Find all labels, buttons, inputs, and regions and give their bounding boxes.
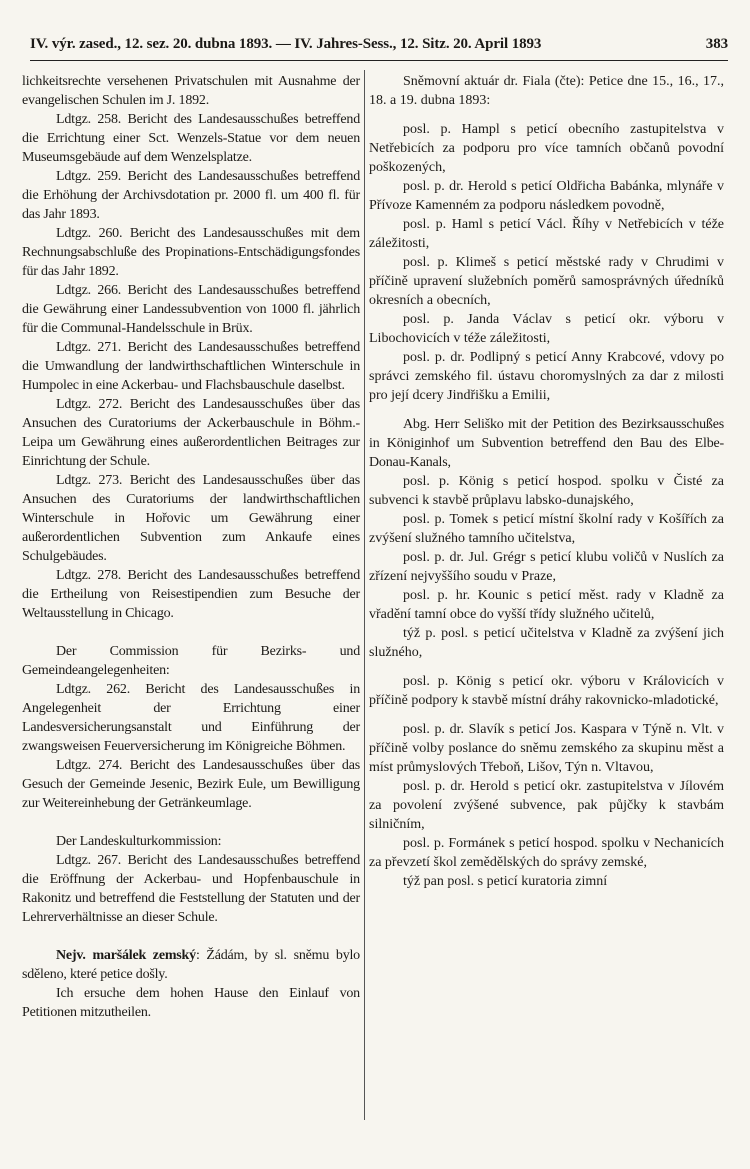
page-header [30, 36, 728, 53]
speaker-paragraph [22, 946, 360, 984]
paragraph: Sněmovní aktuár dr. Fiala (čte): Petice dne 15., 16., 17., 18. a 19. dubna 1893: [369, 74, 724, 108]
paragraph: posl. p. Haml s peticí Václ. Říhy v Netřebicích v téže záležitosti, [369, 217, 724, 251]
left-column [22, 72, 360, 1022]
paragraph: posl. p. Janda Václav s peticí okr. výboru v Libochovicích v téže záležitosti, [369, 312, 724, 346]
paragraph: lichkeitsrechte versehenen Privatschulen mit Ausnahme der evangelischen Schulen im J. 1892. [22, 74, 360, 108]
paragraph: posl. p. Hampl s peticí obecního zastupitelstva v Netřebicích za podporu pro více tamních občanů povodní poškozených, [369, 122, 724, 175]
spacer [369, 662, 724, 672]
paragraph: Ldtgz. 266. Bericht des Landesausschußes betreffend die Gewährung einer Landessubvention von 1000 fl. jährlich für die Communal-Handelsschule in Brüx. [22, 283, 360, 336]
paragraph: Ich ersuche dem hohen Hause den Einlauf von Petitionen mitzutheilen. [22, 986, 360, 1020]
page-number: 383 [705, 36, 728, 52]
spacer [369, 710, 724, 720]
paragraph: Ldtgz. 274. Bericht des Landesausschußes über das Gesuch der Gemeinde Jesenic, Bezirk Eule, um Bewilligung zur Weitereinhebung der Getränkeumlage. [22, 758, 360, 811]
spacer [22, 623, 360, 642]
paragraph: posl. p. dr. Jul. Grégr s peticí klubu voličů v Nuslích za zřízení nejvyššího soudu v Praze, [369, 550, 724, 584]
paragraph: Ldtgz. 260. Bericht des Landesausschußes mit dem Rechnungsabschluße des Propinations-Entschädigungsfondes für das Jahr 1892. [22, 226, 360, 279]
paragraph: Ldtgz. 271. Bericht des Landesausschußes betreffend die Umwandlung der landwirthschaftlichen Winterschule in Humpolec in eine Ackerbau- und Flachsbauschule daselbst. [22, 340, 360, 393]
spacer [22, 813, 360, 832]
paragraph: Ldtgz. 272. Bericht des Landesausschußes über das Ansuchen des Curatoriums der Ackerbauschule in Böhm.-Leipa um Gewährung eines außerordentlichen Beitrages zur Einrichtung der Schule. [22, 397, 360, 469]
paragraph: posl. p. Klimeš s peticí městské rady v Chrudimi v příčině upravení služebních poměrů samosprávných úředníků okresních a obecních, [369, 255, 724, 308]
paragraph: posl. p. dr. Herold s peticí Oldřicha Babánka, mlynáře v Přívoze Kamenném za podporu následkem povodně, [369, 179, 724, 213]
paragraph: posl. p. Formánek s peticí hospod. spolku v Nechanicích za převzetí škol zemědělských do správy zemské, [369, 836, 724, 870]
speaker-name: Nejv. maršálek zemský [56, 948, 196, 963]
paragraph: týž pan posl. s peticí kuratoria zimní [403, 874, 608, 889]
speech-text: : Žádám, by sl. sněmu bylo sděleno, které petice došly. [22, 948, 360, 982]
column-divider [364, 70, 365, 1120]
paragraph: Ldtgz. 278. Bericht des Landesausschußes betreffend die Ertheilung von Reisestipendien zum Besuche der Weltausstellung in Chicago. [22, 568, 360, 621]
section-heading: Der Commission für Bezirks- und Gemeindeangelegenheiten: [22, 644, 360, 678]
paragraph: Ldtgz. 262. Bericht des Landesausschußes in Angelegenheit der Errichtung einer Landesversicherungsanstalt und Einführung der zwangsweisen Feuerversicherung im Königreiche Böhmen. [22, 682, 360, 754]
section-heading: Der Landeskulturkommission: [56, 834, 222, 849]
paragraph: týž p. posl. s peticí učitelstva v Kladně za zvýšení jich služného, [369, 626, 724, 660]
right-column [369, 72, 724, 891]
paragraph: Abg. Herr Seliško mit der Petition des Bezirksausschußes in Königinhof um Subvention betreffend den Bau des Elbe-Donau-Kanals, [369, 417, 724, 470]
paragraph: posl. p. König s peticí okr. výboru v Královicích v příčině podpory k stavbě místní dráhy rakovnicko-mladotické, [369, 674, 724, 708]
paragraph: posl. p. dr. Slavík s peticí Jos. Kaspara v Týně n. Vlt. v příčině volby poslance do sněmu zemského za skupinu měst a míst průmyslových Třeboň, Lišov, Týn n. Vltavou, [369, 722, 724, 775]
paragraph: posl. p. Tomek s peticí místní školní rady v Košířích za zvýšení služného tamního učitelstva, [369, 512, 724, 546]
paragraph: Ldtgz. 267. Bericht des Landesausschußes betreffend die Eröffnung der Ackerbau- und Hopfenbauschule in Rakonitz und betreffend die Feststellung der Statuten und der Lehrerverhältnisse an dieser Schule. [22, 853, 360, 925]
paragraph: posl. p. hr. Kounic s peticí měst. rady v Kladně za vřadění tamní obce do vyšší třídy služného učitelů, [369, 588, 724, 622]
paragraph: posl. p. König s peticí hospod. spolku v Čisté za subvenci k stavbě průplavu labsko-dunajského, [369, 474, 724, 508]
paragraph: posl. p. dr. Herold s peticí okr. zastupitelstva v Jílovém za povolení zvýšené subvence, pak půjčky k stavbám silničním, [369, 779, 724, 832]
paragraph: Ldtgz. 259. Bericht des Landesausschußes betreffend die Erhöhung der Archivsdotation pr. 2000 fl. um 400 fl. für das Jahr 1893. [22, 169, 360, 222]
paragraph: Ldtgz. 258. Bericht des Landesausschußes betreffend die Errichtung einer Sct. Wenzels-Statue vor dem neuen Museumsgebäude auf dem Wenzelsplatze. [22, 112, 360, 165]
spacer [369, 110, 724, 120]
paragraph: posl. p. dr. Podlipný s peticí Anny Krabcové, vdovy po správci zemského fil. ústavu choromyslných za dar z milosti pro její dcery Jindřišku a Emilii, [369, 350, 724, 403]
spacer [369, 405, 724, 415]
header-rule [30, 60, 728, 61]
paragraph: Ldtgz. 273. Bericht des Landesausschußes über das Ansuchen des Curatoriums der landwirthschaftlichen Winterschule in Hořovic um Gewährung einer außerordentlichen Subvention zum Ankaufe eines Schulgebäudes. [22, 473, 360, 564]
spacer [22, 927, 360, 946]
header-title: IV. výr. zased., 12. sez. 20. dubna 1893. — IV. Jahres-Sess., 12. Sitz. 20. April 1893 [30, 36, 542, 52]
